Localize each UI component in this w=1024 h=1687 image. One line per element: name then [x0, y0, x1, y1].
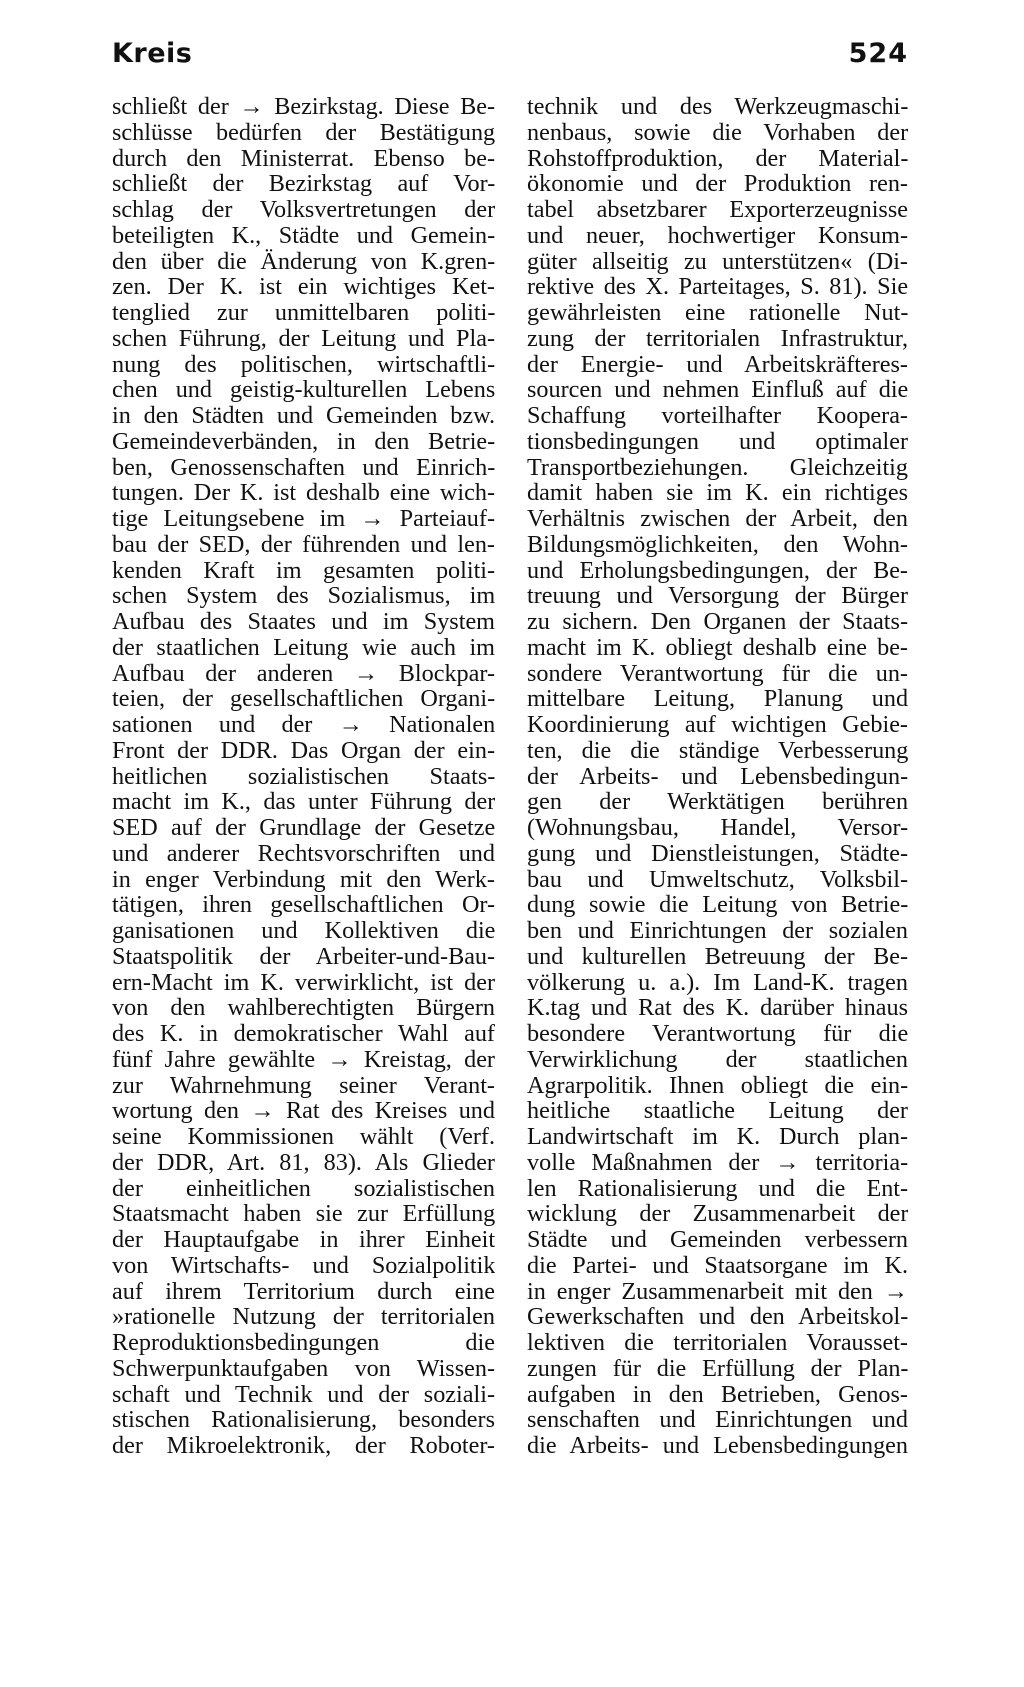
text-line: K.tag und Rat des K. darüber hinaus: [527, 995, 908, 1021]
text-line: güter allseitig zu unterstützen« (Di-: [527, 248, 908, 275]
text-line: sationen und der → Nationalen: [112, 712, 495, 738]
text-line: und kulturellen Betreuung der Be-: [527, 943, 908, 970]
text-line: volle Maßnahmen der → territoria-: [527, 1149, 908, 1176]
text-line: Gemeindeverbänden, in den Betrie-: [112, 428, 495, 455]
text-line: schaft und Technik und der soziali-: [112, 1381, 495, 1408]
text-line: tige Leitungsebene im → Parteiauf-: [112, 506, 495, 532]
text-line: der Hauptaufgabe in ihrer Einheit: [112, 1227, 495, 1253]
text-line: Städte und Gemeinden verbessern: [527, 1227, 908, 1253]
text-line: Staatspolitik der Arbeiter-und-Bau-: [112, 943, 495, 970]
text-line: schließt der → Bezirkstag. Diese Be-: [112, 94, 495, 120]
text-line: SED auf der Grundlage der Gesetze: [112, 815, 495, 841]
text-line: len Rationalisierung und die Ent-: [527, 1175, 908, 1202]
text-line: tionsbedingungen und optimaler: [527, 428, 908, 455]
text-line: Aufbau der anderen → Blockpar-: [112, 660, 495, 687]
text-line: Schwerpunktaufgaben von Wissen-: [112, 1355, 495, 1382]
text-line: macht im K., das unter Führung der: [112, 789, 495, 815]
text-line: tungen. Der K. ist deshalb eine wich-: [112, 480, 495, 506]
text-line: tätigen, ihren gesellschaftlichen Or-: [112, 892, 495, 918]
text-line: der DDR, Art. 81, 83). Als Glieder: [112, 1149, 495, 1176]
text-line: Koordinierung auf wichtigen Gebie-: [527, 712, 908, 738]
text-line: besondere Verantwortung für die: [527, 1021, 908, 1047]
text-line: Verwirklichung der staatlichen: [527, 1046, 908, 1073]
text-line: technik und des Werkzeugmaschi-: [527, 94, 908, 120]
text-line: rektive des X. Parteitages, S. 81). Sie: [527, 274, 908, 300]
text-line: schen Führung, der Leitung und Pla-: [112, 325, 495, 352]
text-line: Front der DDR. Das Organ der ein-: [112, 737, 495, 764]
text-line: die Partei- und Staatsorgane im K.: [527, 1252, 908, 1279]
text-line: ben, Genossenschaften und Einrich-: [112, 454, 495, 481]
text-line: Staatsmacht haben sie zur Erfüllung: [112, 1201, 495, 1227]
text-line: des K. in demokratischer Wahl auf: [112, 1021, 495, 1047]
text-line: durch den Ministerrat. Ebenso be-: [112, 145, 495, 172]
text-line: auf ihrem Territorium durch eine: [112, 1278, 495, 1305]
text-line: Rohstoffproduktion, der Material-: [527, 145, 908, 172]
text-line: wortung den → Rat des Kreises und: [112, 1098, 495, 1124]
text-line: zur Wahrnehmung seiner Verant-: [112, 1072, 495, 1099]
text-line: Landwirtschaft im K. Durch plan-: [527, 1124, 908, 1150]
text-line: teien, der gesellschaftlichen Organi-: [112, 686, 495, 712]
text-line: sondere Verantwortung für die un-: [527, 660, 908, 687]
text-line: und Erholungsbedingungen, der Be-: [527, 557, 908, 584]
text-line: »rationelle Nutzung der territorialen: [112, 1304, 495, 1330]
text-line: von Wirtschafts- und Sozialpolitik: [112, 1252, 495, 1279]
header-keyword: Kreis: [112, 38, 193, 69]
text-line: der Energie- und Arbeitskräfteres-: [527, 351, 908, 378]
text-line: nung des politischen, wirtschaftli-: [112, 351, 495, 378]
text-line: aufgaben in den Betrieben, Genos-: [527, 1381, 908, 1408]
text-line: ern-Macht im K. verwirklicht, ist der: [112, 969, 495, 996]
text-line: bau und Umweltschutz, Volksbil-: [527, 866, 908, 893]
text-line: zung der territorialen Infrastruktur,: [527, 325, 908, 352]
text-line: seine Kommissionen wählt (Verf.: [112, 1124, 495, 1150]
text-line: ganisationen und Kollektiven die: [112, 918, 495, 944]
text-line: treuung und Versorgung der Bürger: [527, 583, 908, 609]
text-line: Verhältnis zwischen der Arbeit, den: [527, 506, 908, 532]
running-head: [112, 38, 908, 78]
text-line: ökonomie und der Produktion ren-: [527, 171, 908, 197]
text-line: völkerung u. a.). Im Land-K. tragen: [527, 969, 908, 996]
text-line: bau der SED, der führenden und len-: [112, 531, 495, 558]
text-line: wicklung der Zusammenarbeit der: [527, 1201, 908, 1227]
text-line: heitliche staatliche Leitung der: [527, 1098, 908, 1124]
text-line: senschaften und Einrichtungen und: [527, 1407, 908, 1433]
text-line: kenden Kraft im gesamten politi-: [112, 557, 495, 584]
text-line: von den wahlberechtigten Bürgern: [112, 995, 495, 1021]
text-line: schließt der Bezirkstag auf Vor-: [112, 171, 495, 197]
text-line: gung und Dienstleistungen, Städte-: [527, 840, 908, 867]
text-line: ten, die die ständige Verbesserung: [527, 737, 908, 764]
text-line: und neuer, hochwertiger Konsum-: [527, 222, 908, 249]
text-line: gen der Werktätigen berühren: [527, 789, 908, 815]
text-line: der Mikroelektronik, der Roboter-: [112, 1433, 495, 1459]
text-line: chen und geistig-kulturellen Lebens: [112, 377, 495, 403]
text-line: zungen für die Erfüllung der Plan-: [527, 1355, 908, 1382]
text-line: Transportbeziehungen. Gleichzeitig: [527, 454, 908, 481]
text-column-right: [527, 94, 908, 1459]
text-line: beteiligten K., Städte und Gemein-: [112, 222, 495, 249]
text-line: nenbaus, sowie die Vorhaben der: [527, 119, 908, 146]
text-line: schen System des Sozialismus, im: [112, 583, 495, 609]
text-line: Agrarpolitik. Ihnen obliegt die ein-: [527, 1072, 908, 1099]
text-line: in enger Zusammenarbeit mit den →: [527, 1278, 908, 1305]
text-line: in den Städten und Gemeinden bzw.: [112, 403, 495, 429]
text-line: ben und Einrichtungen der sozialen: [527, 918, 908, 944]
text-line: lektiven die territorialen Vorausset-: [527, 1330, 908, 1356]
text-line: heitlichen sozialistischen Staats-: [112, 763, 495, 790]
text-line: sourcen und nehmen Einfluß auf die: [527, 377, 908, 403]
text-line: damit haben sie im K. ein richtiges: [527, 480, 908, 506]
text-line: in enger Verbindung mit den Werk-: [112, 866, 495, 893]
text-line: der einheitlichen sozialistischen: [112, 1175, 495, 1202]
text-column-left: [112, 94, 495, 1459]
text-line: Reproduktionsbedingungen die: [112, 1330, 495, 1356]
text-line: Gewerkschaften und den Arbeitskol-: [527, 1304, 908, 1330]
text-line: der staatlichen Leitung wie auch im: [112, 634, 495, 661]
text-line: tenglied zur unmittelbaren politi-: [112, 300, 495, 326]
text-line: fünf Jahre gewählte → Kreistag, der: [112, 1046, 495, 1073]
text-line: Schaffung vorteilhafter Koopera-: [527, 403, 908, 429]
text-line: tabel absetzbarer Exporterzeugnisse: [527, 197, 908, 223]
text-line: gewährleisten eine rationelle Nut-: [527, 300, 908, 326]
text-line: zu sichern. Den Organen der Staats-: [527, 609, 908, 635]
text-line: zen. Der K. ist ein wichtiges Ket-: [112, 274, 495, 300]
page-number: 524: [848, 38, 908, 69]
text-line: mittelbare Leitung, Planung und: [527, 686, 908, 712]
text-line: den über die Änderung von K.gren-: [112, 248, 495, 275]
text-line: schlüsse bedürfen der Bestätigung: [112, 119, 495, 146]
text-line: Bildungsmöglichkeiten, den Wohn-: [527, 531, 908, 558]
text-line: (Wohnungsbau, Handel, Versor-: [527, 815, 908, 841]
text-line: stischen Rationalisierung, besonders: [112, 1407, 495, 1433]
text-line: macht im K. obliegt deshalb eine be-: [527, 634, 908, 661]
text-line: der Arbeits- und Lebensbedingun-: [527, 763, 908, 790]
text-line: Aufbau des Staates und im System: [112, 609, 495, 635]
text-line: schlag der Volksvertretungen der: [112, 197, 495, 223]
text-line: die Arbeits- und Lebensbedingungen: [527, 1433, 908, 1459]
text-line: und anderer Rechtsvorschriften und: [112, 840, 495, 867]
text-line: dung sowie die Leitung von Betrie-: [527, 892, 908, 918]
